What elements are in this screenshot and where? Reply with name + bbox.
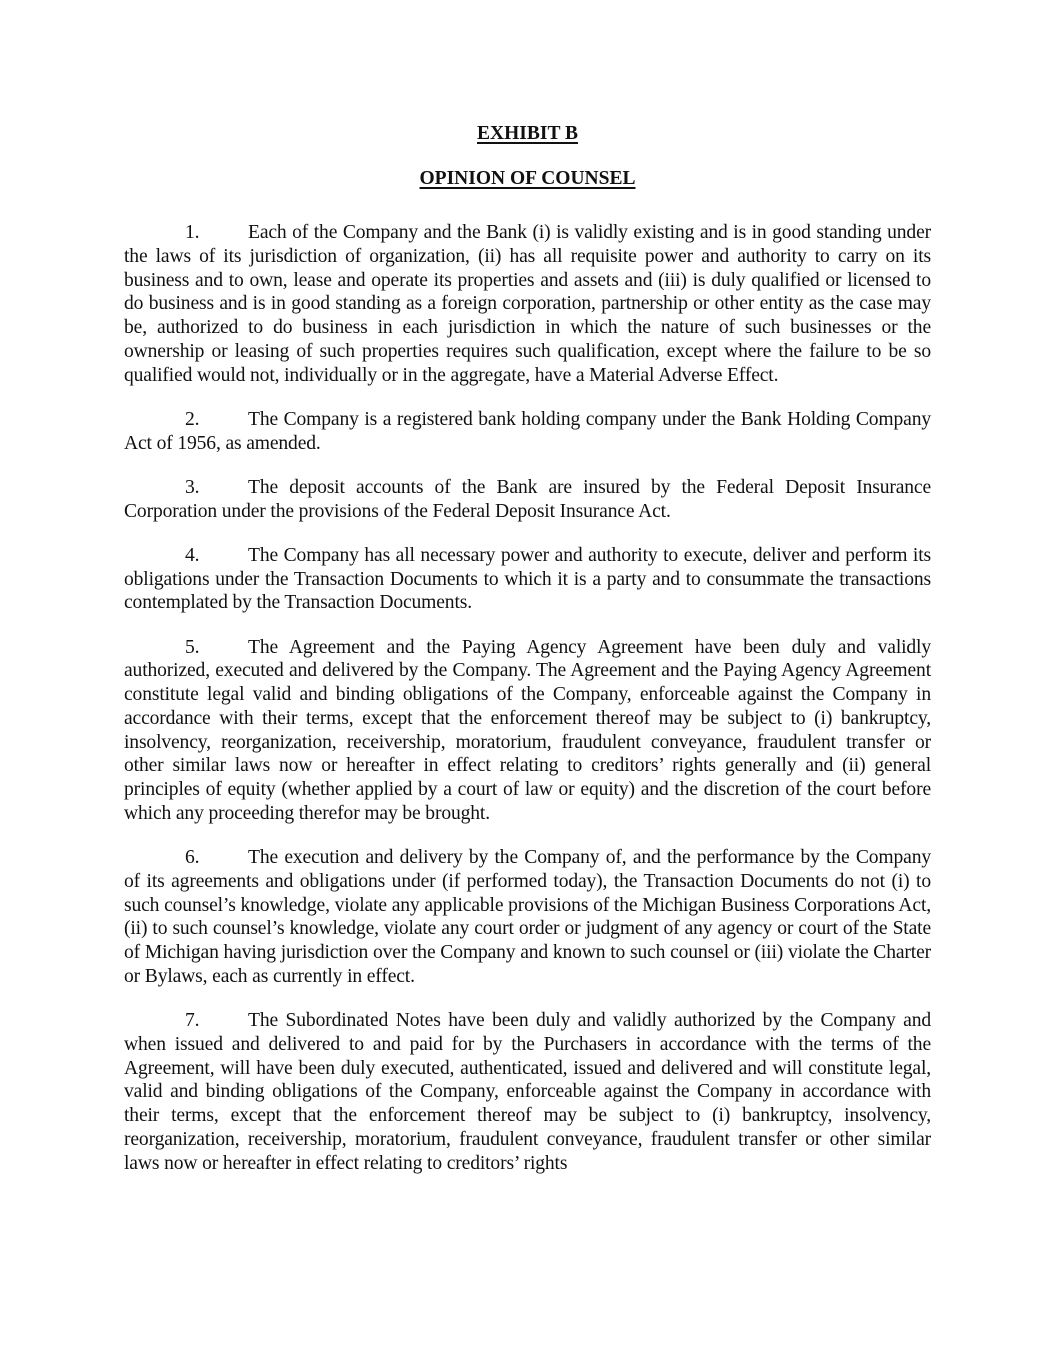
paragraph-1	[124, 221, 931, 387]
paragraph-number: 6.	[185, 847, 200, 868]
paragraph-text: Each of the Company and the Bank (i) is validly existing and is in good standing under the laws of its jurisdiction of organization, (ii) has all requisite power and authority to carry on its business and to own, lease and operate its properties and assets and (iii) is duly qualified or licensed to do business and is in good standing as a foreign corporation, partnership or other entity as the case may be, authorized to do business in each jurisdiction in which the nature of such businesses or the ownership or leasing of such properties requires such qualification, except where the failure to be so qualified would not, individually or in the aggregate, have a Material Adverse Effect.	[124, 222, 931, 386]
paragraph-number: 2.	[185, 408, 200, 430]
paragraph-text: The Company is a registered bank holding company under the Bank Holding Company Act of 1956, as amended.	[124, 408, 931, 454]
paragraph-number: 3.	[185, 476, 200, 498]
document-page	[124, 122, 931, 1196]
paragraph-2	[124, 408, 931, 456]
paragraph-number: 5.	[185, 636, 200, 658]
paragraph-text: The deposit accounts of the Bank are insured by the Federal Deposit Insurance Corporation under the provisions of the Federal Deposit Insurance Act.	[124, 476, 931, 522]
exhibit-title: EXHIBIT B	[477, 123, 578, 144]
paragraph-text: The Subordinated Notes have been duly and validly authorized by the Company and when issued and delivered to and paid for by the Purchasers in accordance with the terms of the Agreement, will have been duly executed, authenticated, issued and delivered and will constitute legal, valid and binding obligations of the Company, enforceable against the Company in accordance with their terms, except that the enforcement thereof may be subject to (i) bankruptcy, insolvency, reorganization, receivership, moratorium, fraudulent conveyance, fraudulent transfer or other similar laws now or hereafter in effect relating to creditors’ rights	[124, 1010, 931, 1174]
paragraph-number: 4.	[185, 544, 200, 566]
paragraph-7	[124, 1009, 931, 1175]
paragraph-number: 7.	[185, 1010, 200, 1031]
section-title: OPINION OF COUNSEL	[419, 168, 636, 189]
paragraph-text: The Agreement and the Paying Agency Agreement have been duly and validly authorized, executed and delivered by the Company. The Agreement and the Paying Agency Agreement constitute legal valid and binding obligations of the Company, enforceable against the Company in accordance with their terms, except that the enforcement thereof may be subject to (i) bankruptcy, insolvency, reorganization, receivership, moratorium, fraudulent conveyance, fraudulent transfer or other similar laws now or hereafter in effect relating to creditors’ rights generally and (ii) general principles of equity (whether applied by a court of law or equity) and the discretion of the court before which any proceeding therefor may be brought.	[124, 636, 931, 824]
paragraph-text: The execution and delivery by the Company of, and the performance by the Company of its agreements and obligations under (if performed today), the Transaction Documents do not (i) to such counsel’s knowledge, violate any applicable provisions of the Michigan Business Corporations Act, (ii) to such counsel’s knowledge, violate any court order or judgment of any agency or court of the State of Michigan having jurisdiction over the Company and known to such counsel or (iii) violate the Charter or Bylaws, each as currently in effect.	[124, 847, 931, 987]
paragraph-text: The Company has all necessary power and authority to execute, deliver and perform its obligations under the Transaction Documents to which it is a party and to consummate the transactions contemplated by the Transaction Documents.	[124, 544, 931, 614]
paragraph-number: 1.	[185, 222, 200, 243]
paragraph-4	[124, 544, 931, 615]
paragraph-5	[124, 636, 931, 826]
paragraph-6	[124, 846, 931, 989]
paragraph-3	[124, 476, 931, 524]
